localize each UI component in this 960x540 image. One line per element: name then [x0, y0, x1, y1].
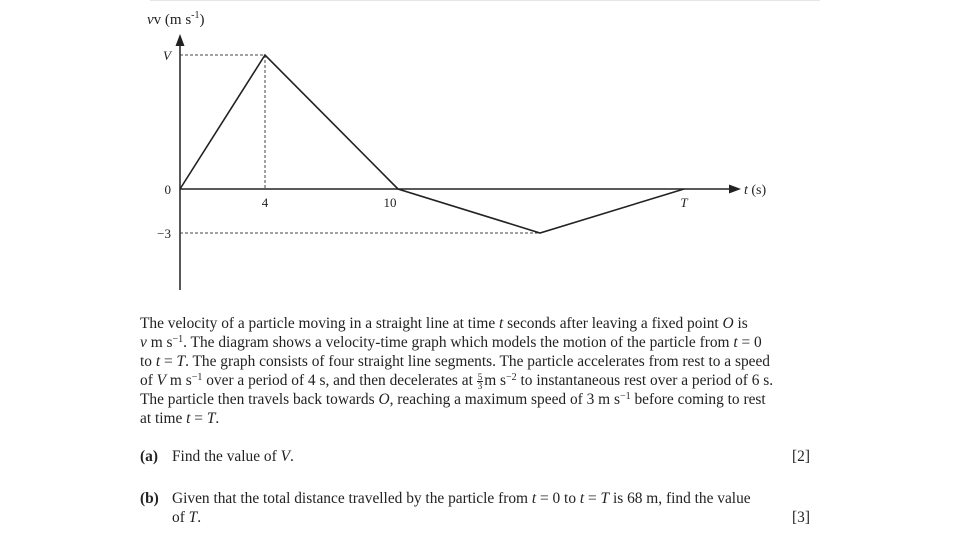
y-axis-label: vv (m $s^{-1}$)	[147, 10, 205, 28]
part-a-label: (a)	[140, 448, 158, 465]
part-b-text-line1: Given that the total distance travelled by the particle from t = 0 to t = T is 68 m, find the value	[172, 490, 751, 507]
y-tick-V: V	[163, 48, 171, 63]
part-a-marks: [2]	[792, 448, 810, 465]
x-tick-10: 10	[383, 195, 397, 210]
x-axis-label: t (s)	[744, 183, 767, 198]
part-b-text-line2: of T.	[172, 509, 202, 526]
part-b-label: (b)	[140, 490, 159, 507]
question-line-2: v m $s^{-1}$. The diagram shows a velocity-time graph which models the motion of the particle from t = 0	[140, 334, 762, 351]
question-line-4: of V m $s^{-1}$ over a period of 4 s, and then decelerates at $\frac{5}{3}$ m $s^{-2}$ to instantaneous rest over a period of 6 s.	[140, 372, 774, 391]
question-paragraph	[140, 314, 812, 428]
x-axis-arrow	[729, 185, 741, 194]
question-line-1: The velocity of a particle moving in a straight line at time t seconds after leaving a fixed point O is	[140, 315, 748, 332]
part-a-text: Find the value of V.	[172, 448, 294, 465]
part-a	[140, 447, 812, 466]
part-b	[140, 489, 812, 527]
part-b-marks: [3]	[792, 509, 810, 526]
velocity-line	[180, 55, 684, 233]
question-line-3: to t = T. The graph consists of four straight line segments. The particle accelerates from rest to a speed	[140, 353, 770, 370]
y-tick-0: 0	[164, 182, 171, 197]
question-line-5: The particle then travels back towards O, reaching a maximum speed of 3 m $s^{-1}$ before coming to rest	[140, 391, 766, 408]
y-axis-arrow	[176, 34, 185, 46]
question-line-6: at time t = T.	[140, 410, 220, 427]
y-tick-neg3: −3	[157, 226, 171, 241]
x-tick-4: 4	[261, 195, 269, 210]
x-tick-T: T	[680, 195, 688, 210]
